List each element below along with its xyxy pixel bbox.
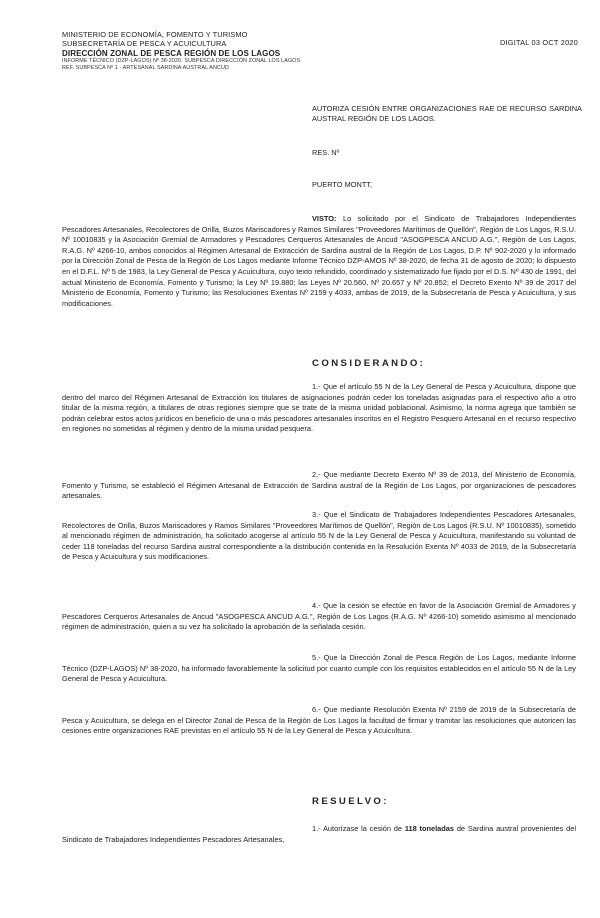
reference-line-2: REF. SUBPESCA Nº 1 - ARTESANAL SARDINA AUSTRAL ANCUD bbox=[62, 65, 229, 72]
resuelvo-suffix: de Sardina austral provenientes del Sindicato de Trabajadores Independientes Pescadores Artesanales, bbox=[62, 824, 577, 844]
resuelvo-heading: RESUELVO: bbox=[312, 796, 389, 807]
directorate-line: DIRECCIÓN ZONAL DE PESCA REGIÓN DE LOS LAGOS bbox=[62, 48, 281, 58]
considerando-item-6 bbox=[62, 705, 576, 737]
resuelvo-item-1 bbox=[62, 824, 576, 845]
considerando-item-2 bbox=[62, 470, 576, 502]
reference-line-1: INFORME TÉCNICO (DZP-LAGOS) Nº 38-2020. SUBPESCA DIRECCIÓN ZONAL LOS LAGOS bbox=[62, 58, 301, 65]
visto-paragraph bbox=[62, 214, 576, 309]
considerando-text-6: 6.- Que mediante Resolución Exenta Nº 2159 de 2019 de la Subsecretaría de Pesca y Acuicultura, se delega en el Director Zonal de Pesca de la Región de Los Lagos la facultad de firmar y tramitar las resoluciones que autoricen las cesiones entre organizaciones RAE previstas en el artículo 55 N de la Ley General de Pesca y Acuicultura. bbox=[62, 705, 576, 736]
considerando-item-1 bbox=[62, 382, 576, 435]
subject-line: AUTORIZA CESIÓN ENTRE ORGANIZACIONES RAE DE RECURSO SARDINA AUSTRAL REGIÓN DE LOS LAGOS. bbox=[312, 104, 582, 123]
considerando-text-2: 2.- Que mediante Decreto Exento Nº 39 de 2013, del Ministerio de Economía, Fomento y Turismo, se estableció el Régimen Artesanal de Extracción de Sardina austral de la Región de Los Lagos, por organizaciones de pescadores artesanales. bbox=[62, 470, 576, 501]
considerando-text-1: 1.- Que el artículo 55 N de la Ley General de Pesca y Acuicultura, dispone que dentro del marco del Régimen Artesanal de Extracción los titulares de asignaciones podrán ceder los toneladas asignadas para el respectivo año a otro titular de la misma región, a titulares de otras regiones siempre que se trate de la misma unidad poblacional. Asimismo, la norma agrega que también se podrán celebrar estos actos jurídicos en beneficio de una o más pescadores artesanales inscritos en el Registro Pesquero Artesanal en el recurso respectivo en regiones no sometidas al régimen y dentro de la misma unidad pesquera. bbox=[62, 382, 576, 434]
considerando-heading: CONSIDERANDO: bbox=[312, 358, 426, 369]
ministry-line: MINISTERIO DE ECONOMÍA, FOMENTO Y TURISMO bbox=[62, 30, 248, 39]
considerando-text-3: 3.- Que el Sindicato de Trabajadores Independientes Pescadores Artesanales, Recolectores de Orilla, Buzos Mariscadores y Ramos Similares "Proveedores Marítimos de Quellón", Región de Los Lagos (R.S.U. Nº 10010835), sometido al mencionado régimen de administración, ha solicitado acogerse al artículo 55 N de la Ley General de Pesca y Acuicultura, manifestando su voluntad de ceder 118 toneladas del recurso Sardina austral correspondiente a la distribución contenida en la Resolución Exenta Nº 4033 de 2019, de la Subsecretaría de Pesca y Acuicultura y sus modificaciones. bbox=[62, 510, 576, 562]
resolution-number: RES. Nº bbox=[312, 148, 340, 157]
resuelvo-quantity: 118 toneladas bbox=[404, 824, 455, 833]
issuer-header bbox=[62, 30, 362, 72]
considerando-item-4 bbox=[62, 601, 576, 633]
visto-text: Lo solicitado por el Sindicato de Trabajadores Independientes Pescadores Artesanales, Recolectores de Orilla, Buzos Mariscadores y Ramos Similares "Proveedores Marítimos de Quellón", Región de Los Lagos, R.S.U. Nº 10010835 y la Asociación Gremial de Armadores y Pescadores Cerqueros Artesanales de Ancud "ASOGPESCA ANCUD A.G.", Región de Los Lagos, R.A.G. Nº 4266-10, ambos conocidos al Régimen Artesanal de Extracción de Sardina austral de la Región de Los Lagos, D.P. Nº 902-2020 y lo informado por la Dirección Zonal de Pesca de la Región de Los Lagos mediante Informe Técnico DZP-AMOS Nº 38-2020, de fecha 31 de agosto de 2020; lo dispuesto en el D.F.L. Nº 5 de 1983, la Ley General de Pesca y Acuicultura, cuyo texto refundido, coordinado y sistematizado fue fijado por el D.S. Nº 430 de 1991, del actual Ministerio de Economía, Fomento y Turismo; la Ley Nº 19.880; las Leyes Nº 20.560, Nº 20.657 y Nº 20.852; el Decreto Exento Nº 39 de 2017 del Ministerio de Economía, Fomento y Turismo; las Resoluciones Exentas Nº 2159 y 4033, ambas de 2019, de la Subsecretaría de Pesca y Acuicultura, y sus modificaciones. bbox=[62, 214, 576, 308]
resuelvo-prefix: 1.- Autorízase la cesión de bbox=[312, 824, 405, 833]
considerando-item-5 bbox=[62, 653, 576, 685]
date-stamp: DIGITAL 03 OCT 2020 bbox=[499, 38, 578, 47]
visto-label: VISTO: bbox=[312, 214, 337, 223]
considerando-text-4: 4.- Que la cesión se efectúe en favor de la Asociación Gremial de Armadores y Pescadores Cerqueros Artesanales de Ancud "ASOGPESCA ANCUD A.G.", Región de Los Lagos (R.A.G. Nº 4266-10) sometido asimismo al mencionado régimen de administración, quien a su vez ha solicitado la aprobación de la señalada cesión. bbox=[62, 601, 576, 632]
considerando-text-5: 5.- Que la Dirección Zonal de Pesca Región de Los Lagos, mediante Informe Técnico (DZP-LAGOS) Nº 38-2020, ha informado favorablemente la solicitud por cuanto cumple con los requisitos establecidos en el artículo 55 N de la Ley General de Pesca y Acuicultura. bbox=[62, 653, 576, 684]
undersecretariat-line: SUBSECRETARÍA DE PESCA Y ACUICULTURA bbox=[62, 39, 227, 49]
considerando-item-3 bbox=[62, 510, 576, 563]
place-line: PUERTO MONTT, bbox=[312, 180, 373, 189]
